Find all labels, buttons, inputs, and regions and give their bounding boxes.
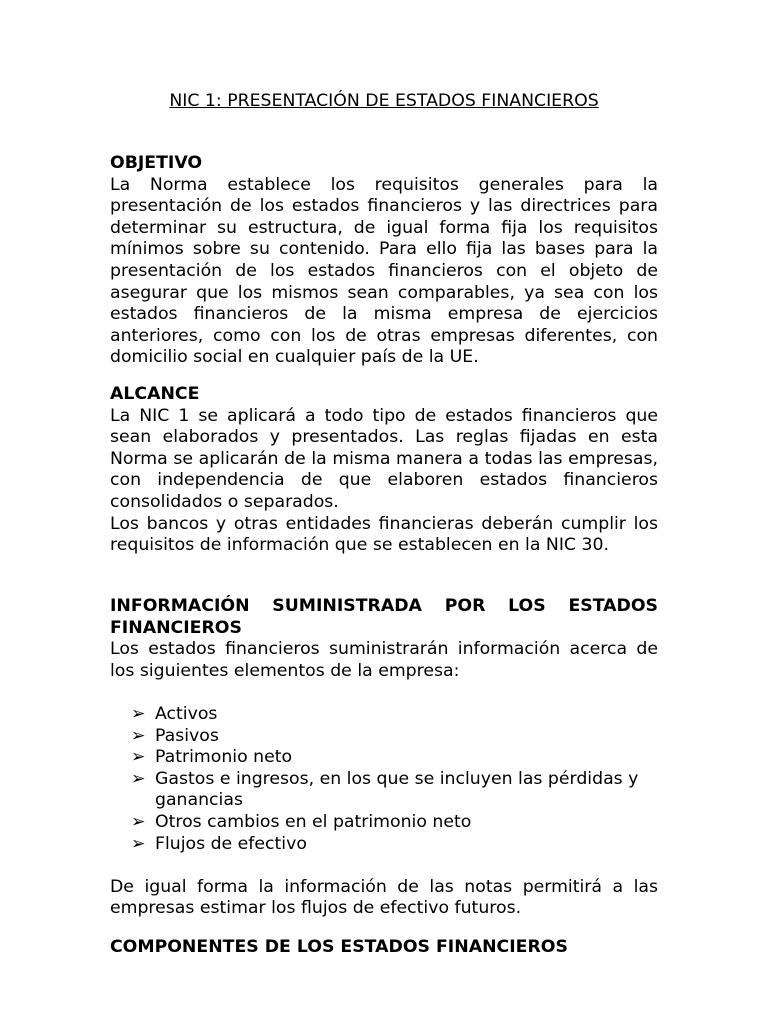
section-heading-alcance: ALCANCE <box>110 384 200 404</box>
arrow-bullet-icon: ➢ <box>131 703 146 724</box>
section-informacion <box>110 596 658 920</box>
paragraph-informacion-intro: Los estados financieros suministrarán información acerca de los siguientes elementos de la empresa: <box>110 639 658 681</box>
list-item: ➢ Flujos de efectivo <box>131 833 307 854</box>
list-item: ➢ Gastos e ingresos, en los que se incluyen las pérdidas y ganancias <box>131 768 639 811</box>
list-item: ➢ Pasivos <box>131 725 219 746</box>
elements-list <box>110 704 658 855</box>
paragraph-informacion-closing: De igual forma la información de las notas permitirá a las empresas estimar los flujos de efectivo futuros. <box>110 876 658 919</box>
section-objetivo <box>110 153 658 369</box>
section-alcance <box>110 384 658 557</box>
document-title: NIC 1: PRESENTACIÓN DE ESTADOS FINANCIEROS <box>169 91 599 111</box>
paragraph-alcance-2: Los bancos y otras entidades financieras deberán cumplir los requisitos de información que se establecen en la NIC 30. <box>110 513 658 556</box>
list-item: ➢ Patrimonio neto <box>131 747 293 768</box>
section-componentes <box>110 937 658 959</box>
list-item: ➢ Activos <box>131 703 218 724</box>
arrow-bullet-icon: ➢ <box>131 833 146 854</box>
arrow-bullet-icon: ➢ <box>131 768 146 789</box>
paragraph-alcance-1: La NIC 1 se aplicará a todo tipo de estados financieros que sean elaborados y presentados. Las reglas fijadas en esta Norma se aplicarán de la misma manera a todas las empresas, con independencia de que elaboren estados financieros consolidados o separados. <box>110 405 658 512</box>
list-item: ➢ Otros cambios en el patrimonio neto <box>131 811 472 832</box>
section-heading-componentes: COMPONENTES DE LOS ESTADOS FINANCIEROS <box>110 937 568 957</box>
arrow-bullet-icon: ➢ <box>131 811 146 832</box>
section-heading-informacion: INFORMACIÓN SUMINISTRADA POR LOS ESTADOS FINANCIEROS <box>110 596 658 638</box>
section-heading-objetivo: OBJETIVO <box>110 153 203 173</box>
paragraph-objetivo: La Norma establece los requisitos generales para la presentación de los estados financieros y las directrices para determinar su estructura, de igual forma fija los requisitos mínimos sobre su contenido. Para ello fija las bases para la presentación de los estados financieros con el objeto de asegurar que los mismos sean comparables, ya sea con los estados financieros de la misma empresa de ejercicios anteriores, como con los de otras empresas diferentes, con domicilio social en cualquier país de la UE. <box>110 174 658 368</box>
arrow-bullet-icon: ➢ <box>131 747 146 768</box>
arrow-bullet-icon: ➢ <box>131 725 146 746</box>
